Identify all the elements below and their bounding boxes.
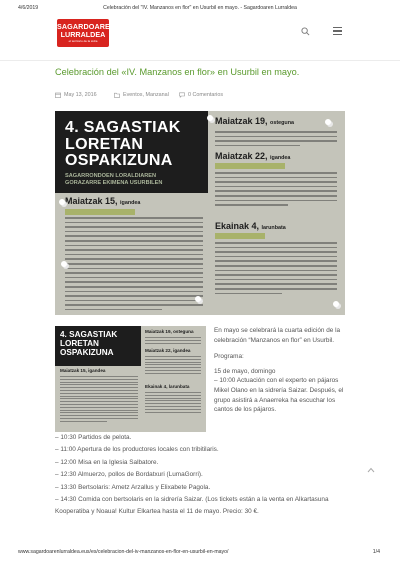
poster-day3: Maiatzak 22, igandea: [215, 151, 291, 161]
event-poster-thumbnail: [55, 326, 206, 432]
logo-line2: LURRALDEA: [60, 30, 106, 39]
menu-icon[interactable]: [333, 27, 342, 36]
post-title: Celebración del «IV. Manzanos en flor» en Usurbil en mayo.: [55, 67, 300, 77]
search-icon[interactable]: [301, 27, 310, 36]
program-label: Programa:: [214, 353, 244, 361]
poster-day1: Maiatzak 15, igandea: [65, 196, 141, 206]
print-page-number: 1/4: [372, 549, 380, 555]
list-item: – 13:30 Bertsolaris: Ametz Arzallus y Elixabete Pagola.: [55, 483, 211, 491]
poster-title: 4. SAGASTIAK LORETAN OSPAKIZUNA: [65, 119, 181, 169]
post-intro: [214, 326, 349, 415]
post-categories[interactable]: [114, 92, 169, 98]
thumb-day3: Maiatzak 22, igandea: [145, 348, 191, 353]
list-item: – 11:00 Apertura de los productores locales con tribitilaris.: [55, 446, 219, 454]
post-categories-text[interactable]: Eventos, Manzanal: [123, 92, 169, 98]
thumb-day4: Ekainak 4, larunbata: [145, 384, 190, 389]
print-url: www.sagardoarenlurraldea.eus/es/celebracion-del-iv-manzanos-en-flor-en-usurbil-en-mayo/: [18, 549, 229, 555]
poster-subtitle: SAGARRONDOEN LORALDIAREN GORAZARRE EKIMENA USURBILEN: [65, 173, 163, 186]
calendar-icon: [55, 92, 61, 98]
intro-paragraph: En mayo se celebrará la cuarta edición de la celebración “Manzanos en flor” en Usurbil.: [214, 327, 341, 344]
post-date: [55, 92, 97, 98]
day-heading: 15 de mayo, domingo: [214, 367, 276, 375]
first-program-item: – 10:00 Actuación con el experto en pájaros Mikel Olano en la sidrería Saizar. Después, el grupo asistirá a Anaerreka ha escuchar los cantos de los pájaros.: [214, 377, 344, 414]
chevron-up-icon[interactable]: [367, 467, 375, 473]
post-meta: [55, 92, 355, 102]
print-title: Celebración del "IV. Manzanos en flor" en Usurbil en mayo. - Sagardoaren Lurraldea: [103, 5, 297, 11]
event-poster-image: [55, 111, 345, 315]
thumb-day1: Maiatzak 15, igandea: [60, 368, 106, 373]
poster-day4: Ekainak 4, larunbata: [215, 221, 286, 231]
list-item: – 14:30 Comida con bertsolaris en la sidrería Saizar. (Los tickets están a la venta en Alkartasuna Kooperatiba y Noaua! Kultur Elkartea hasta el 11 de mayo. Precio: 30 €.: [55, 496, 329, 516]
logo-line1: SAGARDOAREN: [57, 22, 116, 31]
list-item: – 12:30 Almuerzo, pollos de Bordatxuri (LumaGorri).: [55, 471, 203, 479]
print-date: 4/6/2019: [18, 5, 39, 11]
list-item: – 10:30 Partidos de pelota.: [55, 434, 132, 441]
list-item: – 12:00 Misa en la Iglesia Salbatore.: [55, 458, 159, 466]
post-comments[interactable]: [179, 92, 223, 98]
thumb-title: 4. SAGASTIAK LORETAN OSPAKIZUNA: [60, 330, 118, 357]
poster-day2: Maiatzak 19, osteguna: [215, 116, 295, 126]
comment-icon: [179, 92, 185, 98]
folder-icon: [114, 92, 120, 98]
logo-tagline: el territorio de la sidra: [68, 39, 98, 43]
program-list: [55, 432, 351, 519]
site-logo[interactable]: [57, 19, 116, 47]
post-comments-text[interactable]: 0 Comentarios: [188, 92, 224, 98]
thumb-day2: Maiatzak 19, osteguna: [145, 329, 194, 334]
post-date-text: May 13, 2016: [64, 92, 97, 98]
